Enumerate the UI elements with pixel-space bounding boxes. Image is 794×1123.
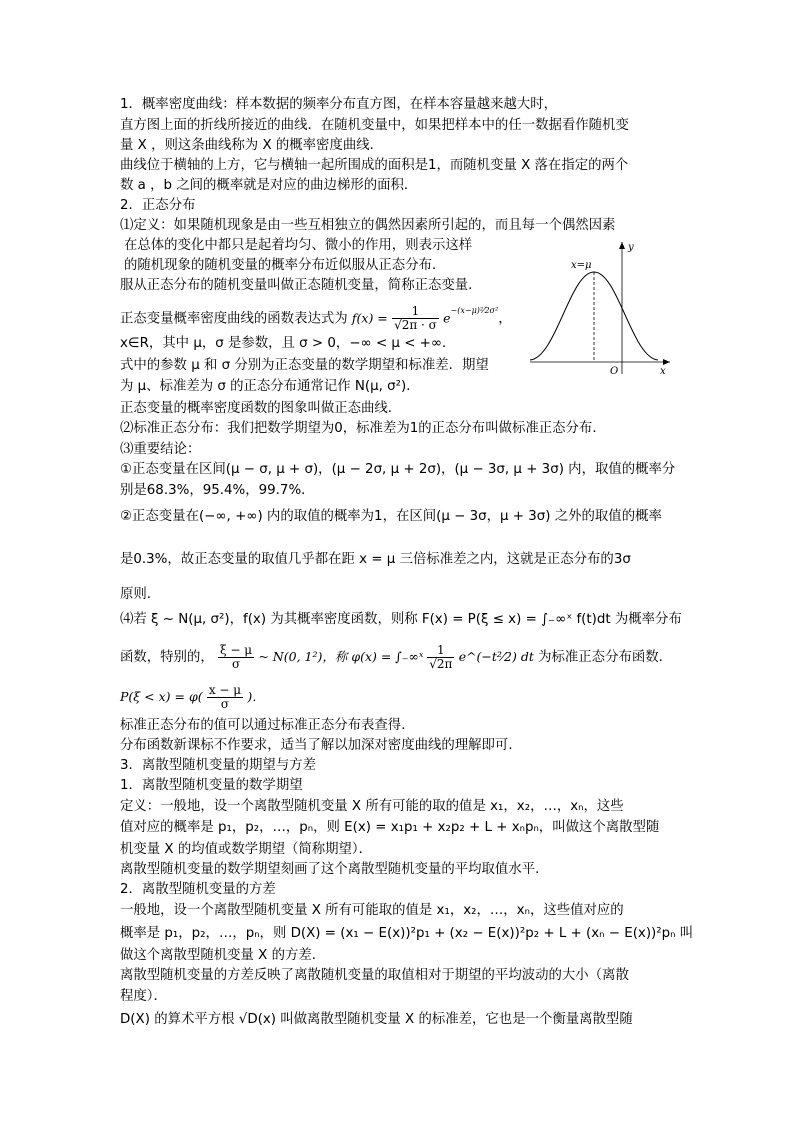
- origin-label: O: [610, 366, 619, 376]
- formula-denominator: √2π · σ: [394, 317, 437, 332]
- s3-var-3: 做这个离散型随机变量 X 的方差．: [120, 948, 326, 963]
- cdf-fraction: [218, 644, 254, 671]
- formula-numerator: 1: [392, 305, 439, 319]
- s1-line-5: 数 a ，b 之间的概率就是对应的曲边梯形的面积．: [120, 178, 418, 193]
- s3-var-heading: 2．离散型随机变量的方差: [120, 882, 276, 897]
- s2-condition: x∈R，其中 μ，σ 是参数，且 σ > 0，−∞ < μ < +∞．: [120, 336, 456, 351]
- phi-denominator: σ: [220, 696, 230, 711]
- s2-def-4: 服从正态分布的随机变量叫做正态随机变量，简称正态变量．: [120, 278, 482, 293]
- cdf-numerator: ξ − μ: [220, 642, 253, 657]
- s2-cdf-2: [120, 640, 672, 674]
- s2-conclusion-1a: ①正态变量在区间(μ − σ, μ + σ)，(μ − 2σ, μ + 2σ)，(μ − 3σ, μ + 3σ) 内，取值的概率分: [120, 462, 676, 477]
- formula-exponent: −(x−μ)²⁄2σ²: [450, 306, 499, 315]
- cdf-exp: e^(−t²⁄2) dt: [458, 649, 534, 664]
- phi-fraction: [207, 684, 243, 711]
- normal-curve-figure: [526, 236, 674, 376]
- cdf-numerator-2: 1: [427, 644, 454, 658]
- s2-important: ⑶重要结论：: [120, 442, 201, 457]
- cdf-middle: ~ N(0, 1²)，称 φ(x) = ∫₋∞ˣ: [258, 649, 428, 664]
- x-axis-label: x: [660, 366, 666, 376]
- s1-line-3: 量 X ，则这条曲线称为 X 的概率密度曲线．: [120, 138, 384, 153]
- s2-curve-note: 正态变量的概率密度函数的图象叫做正态曲线．: [120, 401, 402, 416]
- formula-prefix: 正态变量概率密度曲线的函数表达式为: [120, 311, 348, 327]
- s1-line-1: 1．概率密度曲线：样本数据的频率分布直方图，在样本容量越来越大时，: [120, 97, 558, 112]
- s2-phi-relation: [120, 680, 265, 714]
- s2-def-2: 在总体的变化中都只是起着均匀、微小的作用，则表示这样: [124, 238, 473, 253]
- s2-note-1: 标准正态分布的值可以通过标准正态分布表查得．: [120, 718, 415, 733]
- s2-note-2: 分布函数新课标不作要求，适当了解以加深对密度曲线的理解即可．: [120, 738, 522, 753]
- s2-standard: ⑵标准正态分布：我们把数学期望为0，标准差为1的正态分布叫做标准正态分布．: [120, 421, 606, 436]
- s2-cdf-1: ⑷若 ξ ~ N(μ, σ²)，f(x) 为其概率密度函数，则称 F(x) = P(ξ ≤ x) = ∫₋∞ˣ f(t)dt 为概率分布: [120, 612, 682, 627]
- phi-prefix: P(ξ < x) = φ(: [120, 689, 203, 704]
- cdf-denominator: σ: [231, 656, 241, 671]
- s3-expect-heading: 1．离散型随机变量的数学期望: [120, 778, 303, 793]
- mu-label: x=μ: [571, 260, 592, 271]
- s2-def-1: ⑴定义：如果随机现象是由一些互相独立的偶然因素所引起的，而且每一个偶然因素: [120, 218, 616, 233]
- s1-line-2: 直方图上面的折线所接近的曲线．在随机变量中，如果把样本中的任一数据看作随机变: [120, 118, 629, 133]
- y-axis-label: y: [628, 242, 634, 253]
- cdf-prefix: 函数，特别的，: [120, 650, 214, 665]
- s3-heading: 3．离散型随机变量的期望与方差: [120, 758, 316, 773]
- phi-numerator: x − μ: [208, 682, 242, 697]
- phi-post: )．: [247, 689, 265, 704]
- s2-density-formula: [120, 298, 512, 332]
- s3-var-5: 程度）．: [120, 989, 167, 1004]
- formula-lhs: f(x) =: [351, 310, 388, 326]
- s3-expect-3: 机变量 X 的均值或数学期望（简称期望）．: [120, 842, 373, 857]
- s2-heading: 2．正态分布: [120, 198, 196, 213]
- s2-params-1: 式中的参数 μ 和 σ 分别为正态变量的数学期望和标准差．期望: [120, 358, 489, 373]
- formula-e: e: [443, 310, 451, 326]
- formula-fraction: [392, 305, 439, 332]
- s2-conclusion-2a: ②正态变量在(−∞, +∞) 内的取值的概率为1，在区间(μ − 3σ，μ + 3σ) 之外的取值的概率: [120, 509, 662, 524]
- y-axis-arrow: [619, 242, 625, 249]
- formula-tail: ，: [498, 311, 512, 327]
- cdf-post: 为标准正态分布函数．: [538, 650, 673, 665]
- s3-var-4: 离散型随机变量的方差反映了离散随机变量的取值相对于期望的平均波动的大小（离散: [120, 968, 629, 983]
- s2-params-2: 为 μ、标准差为 σ 的正态分布通常记作 N(μ, σ²)．: [120, 379, 420, 394]
- s2-conclusion-2b: 是0.3%，故正态变量的取值几乎都在距 x = μ 三倍标准差之内，这就是正态分布的3σ: [120, 552, 631, 567]
- s3-expect-1: 定义：一般地，设一个离散型随机变量 X 所有可能的取的值是 x₁，x₂，…，xₙ，这些: [120, 799, 624, 814]
- cdf-fraction-2: [427, 644, 454, 671]
- s3-var-6: D(X) 的算术平方根 √D(x) 叫做离散型随机变量 X 的标准差，它也是一个衡量离散型随: [120, 1012, 633, 1027]
- s1-line-4: 曲线位于横轴的上方，它与横轴一起所围成的面积是1，而随机变量 X 落在指定的两个: [120, 158, 629, 173]
- s2-conclusion-2c: 原则．: [120, 587, 161, 602]
- cdf-denominator-2: √2π: [429, 656, 453, 671]
- normal-curve: [530, 272, 658, 360]
- s2-conclusion-1b: 别是68.3%，95.4%，99.7%．: [120, 483, 315, 498]
- x-axis-arrow: [663, 359, 670, 365]
- s3-expect-4: 离散型随机变量的数学期望刻画了这个离散型随机变量的平均取值水平．: [120, 862, 549, 877]
- s2-def-3: 的随机现象的随机变量的概率分布近似服从正态分布．: [124, 258, 446, 273]
- s3-expect-2: 值对应的概率是 p₁，p₂，…，pₙ，则 E(x) = x₁p₁ + x₂p₂ + L + xₙpₙ，叫做这个离散型随: [120, 820, 660, 835]
- s3-var-1: 一般地，设一个离散型随机变量 X 所有可能取的值是 x₁，x₂，…，xₙ，这些值对应的: [120, 903, 624, 918]
- s3-var-2: 概率是 p₁，p₂，…，pₙ，则 D(X) = (x₁ − E(x))²p₁ + (x₂ − E(x))²p₂ + L + (xₙ − E(x))²pₙ 叫: [120, 926, 694, 941]
